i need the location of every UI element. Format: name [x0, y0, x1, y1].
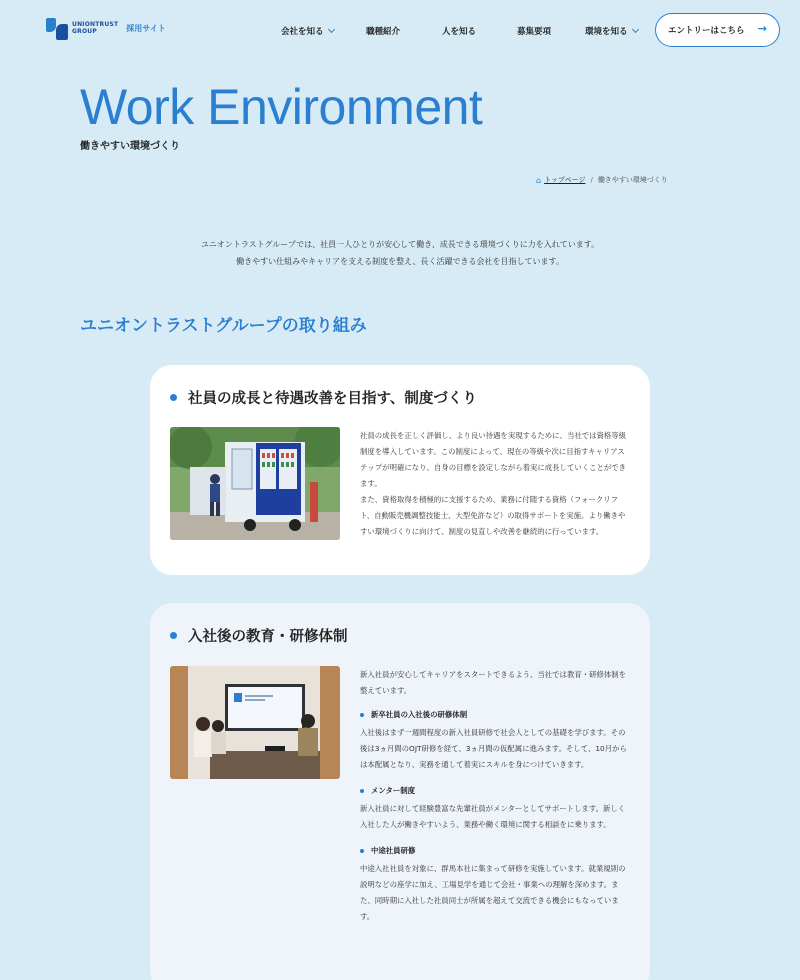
logo-text-line2: GROUP — [72, 28, 97, 35]
logo-mark-icon — [46, 16, 68, 40]
nav-item-people[interactable] — [442, 25, 476, 37]
entry-button[interactable] — [655, 13, 780, 47]
bullet-icon — [360, 713, 364, 717]
intro-line: ユニオントラストグループでは、社員一人ひとりが安心して働き、成長できる環境づくりに力を入れています。 — [200, 240, 600, 249]
bullet-icon — [360, 849, 364, 853]
page-title: Work Environment — [80, 79, 483, 135]
card-system — [150, 365, 650, 575]
logo-subtitle: 採用サイト — [126, 23, 166, 33]
sub-heading-label: 中途社員研修 — [371, 846, 416, 855]
home-icon: ⌂ — [536, 175, 542, 185]
section-title: ユニオントラストグループの取り組み — [80, 316, 367, 336]
sub-heading — [360, 783, 630, 799]
nav-item-label: 職種紹介 — [366, 27, 401, 37]
card-title: 社員の成長と待遇改善を目指す、制度づくり — [188, 391, 477, 407]
vending-truck-photo — [170, 427, 340, 540]
sub-heading-label: メンター制度 — [371, 786, 416, 795]
nav-item-recruitment[interactable] — [517, 25, 551, 37]
intro-text — [0, 236, 800, 270]
breadcrumb-separator: / — [590, 176, 593, 184]
sub-heading — [360, 707, 630, 723]
sub-heading-label: 新卒社員の入社後の研修体制 — [371, 710, 468, 719]
chevron-down-icon — [631, 26, 638, 33]
intro-line: 働きやすい仕組みやキャリアを支える制度を整え、長く活躍できる会社を目指しています。 — [236, 257, 564, 266]
nav-item-label: 人を知る — [442, 27, 477, 37]
card-title: 入社後の教育・研修体制 — [188, 629, 348, 645]
arrow-right-icon: → — [757, 22, 767, 35]
site-logo[interactable] — [46, 16, 166, 40]
card-training — [150, 603, 650, 980]
bullet-icon — [170, 394, 177, 401]
nav-item-label: 会社を知る — [281, 27, 324, 37]
card-body — [360, 428, 630, 540]
nav-item-label: 募集要項 — [517, 27, 552, 37]
nav-item-company[interactable] — [281, 25, 334, 37]
nav-item-label: 環境を知る — [585, 27, 628, 37]
bullet-icon — [360, 789, 364, 793]
chevron-down-icon — [327, 26, 334, 33]
card-body — [360, 667, 630, 925]
card-paragraph: また、資格取得を積極的に支援するため、業務に付随する資格（フォークリフト、自動販売機調整技能士、大型免許など）の取得サポートを実施。より働きやすい環境づくりに向けて、制度の見直しや改善を継続的に行っています。 — [360, 495, 626, 536]
nav-item-environment[interactable] — [585, 25, 638, 37]
sub-text: 入社後はまず一週間程度の新入社員研修で社会人としての基礎を学びます。その後は3ヵ月間のOJT研修を経て、3ヵ月間の仮配属に進みます。そして、10月からは本配属となり、実務を通して着実にスキルを身につけていきます。 — [360, 728, 627, 769]
sub-heading — [360, 843, 630, 859]
sub-text: 新入社員に対して経験豊富な先輩社員がメンターとしてサポートします。新しく入社した人が働きやすいよう、業務や働く環境に関する相談をに乗ります。 — [360, 804, 626, 829]
page-subtitle: 働きやすい環境づくり — [80, 141, 180, 152]
breadcrumb-home-link[interactable]: トップページ — [544, 176, 586, 184]
entry-button-label: エントリーはこちら — [668, 26, 745, 36]
breadcrumb-current: 働きやすい環境づくり — [597, 176, 668, 184]
bullet-icon — [170, 632, 177, 639]
meeting-room-photo — [170, 666, 340, 779]
logo-text-line1: UNIONTRUST — [72, 21, 119, 28]
sub-text: 中途入社社員を対象に、群馬本社に集まって研修を実施しています。就業規則の説明などの座学に加え、工場見学を通じて会社・事業への理解を深めます。また、同時期に入社した社員同士が所属を超えて交流できる機会にもなっています。 — [360, 864, 626, 921]
card-intro: 新入社員が安心してキャリアをスタートできるよう、当社では教育・研修体制を整えています。 — [360, 670, 627, 695]
card-paragraph: 社員の成長を正しく評価し、より良い待遇を実現するために、当社では資格等級制度を導入しています。この制度によって、現在の等級や次に目指すキャリアステップが明確になり、自身の目標を設定しながら着実に成長していくことができます。 — [360, 431, 627, 488]
site-header — [0, 0, 800, 60]
breadcrumb — [536, 175, 668, 185]
nav-item-jobs[interactable] — [366, 25, 400, 37]
